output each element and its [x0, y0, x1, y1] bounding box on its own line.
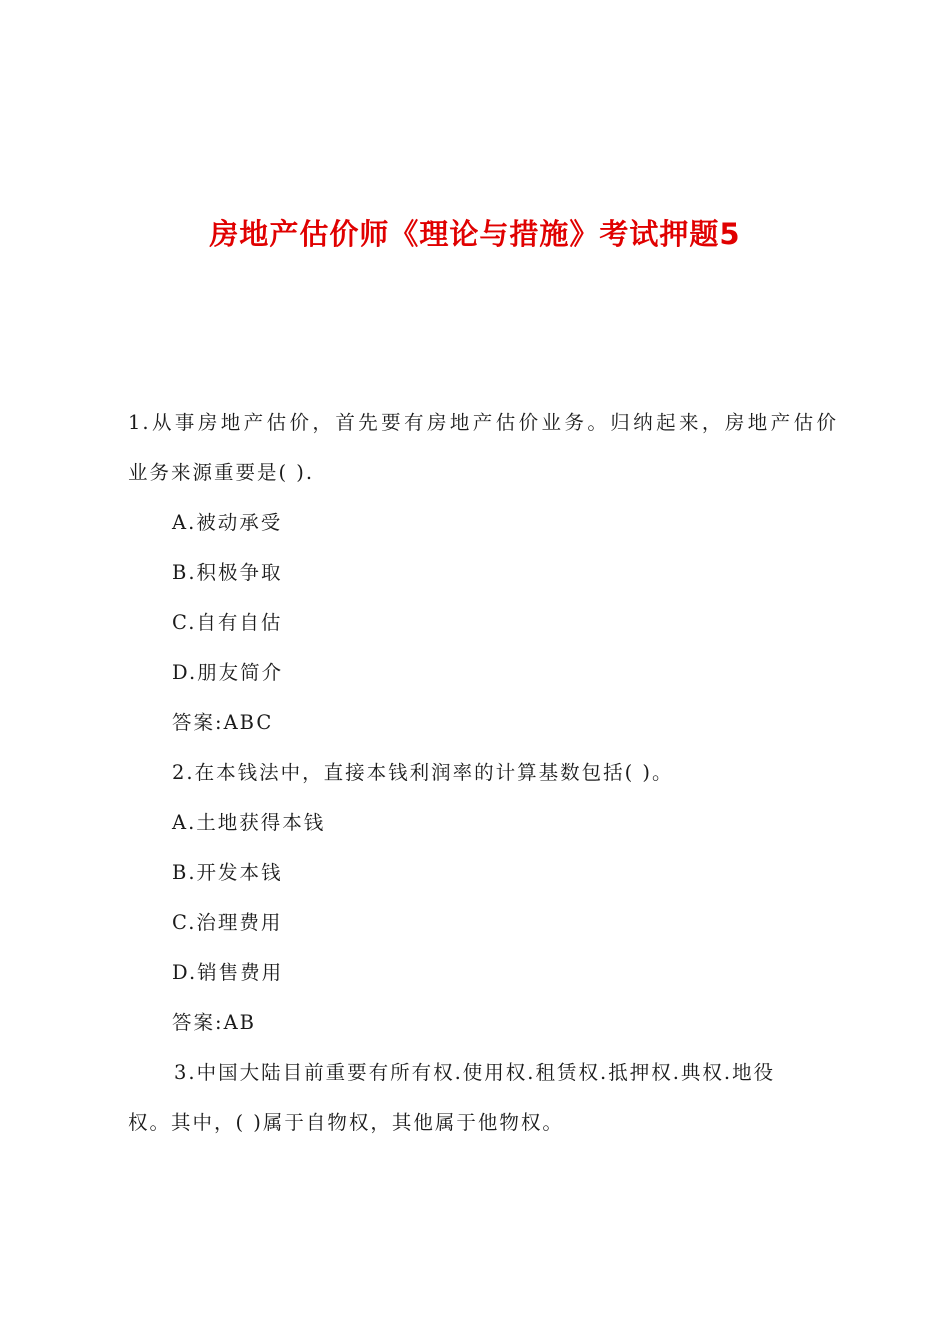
question-1-option-a: A.被动承受 — [172, 511, 283, 534]
document-title: 房地产估价师《理论与措施》考试押题5 — [209, 217, 741, 251]
question-1-stem-line-2: 业务来源重要是( ). — [128, 461, 315, 484]
question-2-option-b: B.开发本钱 — [172, 861, 283, 884]
question-2-stem-line-1: 2.在本钱法中，直接本钱利润率的计算基数包括( )。 — [172, 761, 674, 784]
question-3-stem-line-2: 权。其中，( )属于自物权，其他属于他物权。 — [128, 1111, 564, 1134]
question-1-option-c: C.自有自估 — [172, 611, 283, 634]
document-body — [128, 398, 838, 1148]
question-1-stem-line-1: 1.从事房地产估价，首先要有房地产估价业务。归纳起来，房地产估价 — [128, 411, 838, 434]
question-1-option-b: B.积极争取 — [172, 561, 283, 584]
question-3-stem-line-1: 3.中国大陆目前重要有所有权.使用权.租赁权.抵押权.典权.地役 — [174, 1061, 776, 1084]
question-2-option-d: D.销售费用 — [172, 961, 284, 984]
question-1-option-d: D.朋友简介 — [172, 661, 284, 684]
question-2-option-c: C.治理费用 — [172, 911, 283, 934]
question-1-answer: 答案:ABC — [172, 711, 274, 734]
question-2-answer: 答案:AB — [172, 1011, 256, 1034]
question-2-option-a: A.土地获得本钱 — [172, 811, 326, 834]
